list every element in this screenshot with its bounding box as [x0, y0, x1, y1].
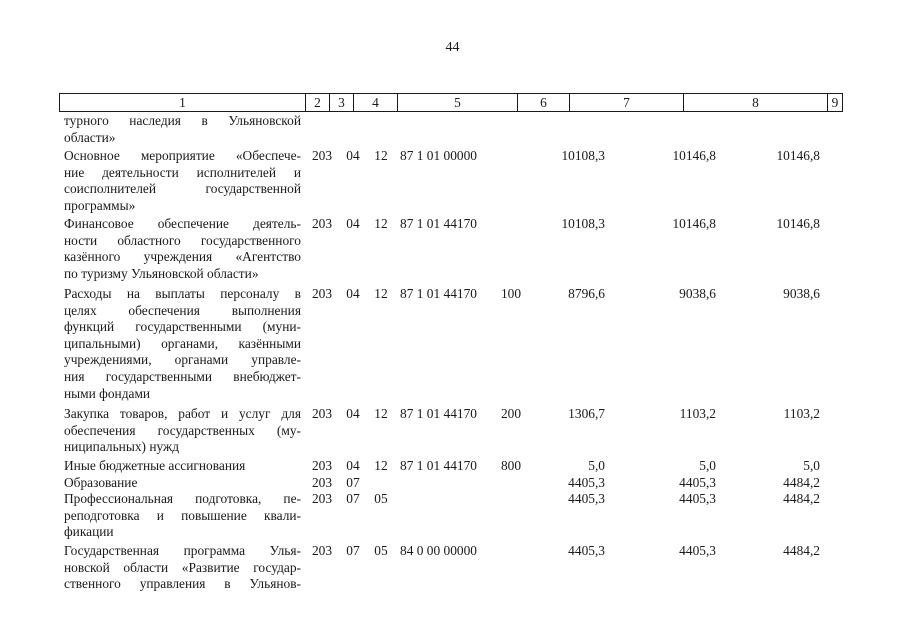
description-line: учреждениями, органами управле-	[64, 352, 301, 368]
row-col5: 87 1 01 44170	[400, 286, 477, 301]
row-col4: 12	[374, 216, 388, 231]
column-header-1: 1	[60, 94, 306, 111]
row-col3: 07	[346, 491, 360, 506]
row-col6: 800	[500, 458, 522, 473]
row-col7: 4405,3	[568, 543, 605, 558]
row-col8: 4405,3	[679, 543, 716, 558]
row-col8: 10146,8	[672, 148, 716, 163]
row-col9: 9038,6	[783, 286, 820, 301]
row-col8: 1103,2	[679, 406, 716, 421]
row-col6: 200	[500, 406, 522, 421]
description-line: ние деятельности исполнителей и	[64, 164, 301, 180]
row-col7: 8796,6	[568, 286, 605, 301]
description-line: турного наследия в Ульяновской	[64, 113, 301, 128]
column-header-9: 9	[831, 95, 839, 110]
row-description	[64, 286, 301, 402]
row-col7: 4405,3	[568, 475, 605, 490]
row-col2: 203	[311, 148, 333, 163]
row-col2: 203	[311, 216, 333, 231]
row-description	[64, 458, 301, 475]
row-col8: 10146,8	[672, 216, 716, 231]
row-col3: 07	[346, 543, 360, 558]
row-col9: 4484,2	[783, 491, 820, 506]
description-line: ния государственными внебюджет-	[64, 368, 301, 384]
description-line: функций государственными (муни-	[64, 319, 301, 335]
column-header-8: 8	[684, 94, 828, 111]
row-col3: 04	[346, 148, 360, 163]
row-col9: 1103,2	[783, 406, 820, 421]
page-number: 44	[445, 40, 460, 55]
column-header-7: 7	[570, 94, 684, 111]
row-col2: 203	[311, 543, 333, 558]
description-line: Государственная программа Улья-	[64, 543, 301, 558]
row-col9: 4484,2	[783, 475, 820, 490]
description-line: области»	[64, 129, 116, 145]
row-description	[64, 543, 301, 593]
row-col4: 12	[374, 148, 388, 163]
row-col7: 4405,3	[568, 491, 605, 506]
row-col8: 4405,3	[679, 491, 716, 506]
row-col3: 04	[346, 216, 360, 231]
description-line: ности областного государственного	[64, 232, 301, 248]
row-col2: 203	[311, 475, 333, 490]
row-col5: 87 1 01 00000	[400, 148, 477, 163]
row-col7: 5,0	[588, 458, 605, 473]
row-col3: 07	[346, 475, 360, 490]
description-line: Финансовое обеспечение деятель-	[64, 216, 301, 231]
description-line: ственного управления в Ульянов-	[64, 576, 301, 592]
row-col9: 4484,2	[783, 543, 820, 558]
row-col8: 9038,6	[679, 286, 716, 301]
description-line: программы»	[64, 197, 136, 213]
column-header-4: 4	[354, 94, 398, 111]
row-description	[64, 491, 301, 541]
row-col2: 203	[311, 491, 333, 506]
description-line: обеспечения государственных (му-	[64, 422, 301, 438]
row-description	[64, 113, 301, 146]
row-col4: 05	[374, 543, 388, 558]
row-col2: 203	[311, 458, 333, 473]
description-line: Иные бюджетные ассигнования	[64, 458, 246, 473]
row-col9: 10146,8	[776, 216, 820, 231]
row-col2: 203	[311, 286, 333, 301]
row-col8: 5,0	[699, 458, 716, 473]
row-description	[64, 475, 301, 492]
description-line: ными фондами	[64, 385, 151, 401]
row-col5: 84 0 00 00000	[400, 543, 477, 558]
description-line: Профессиональная подготовка, пе-	[64, 491, 301, 506]
row-col9: 10146,8	[776, 148, 820, 163]
row-col5: 87 1 01 44170	[400, 406, 477, 421]
row-col3: 04	[346, 286, 360, 301]
description-line: Расходы на выплаты персоналу в	[64, 286, 301, 301]
column-header-6: 6	[518, 94, 570, 111]
row-col2: 203	[311, 406, 333, 421]
row-col5: 87 1 01 44170	[400, 216, 477, 231]
column-header-3: 3	[330, 94, 354, 111]
description-line: целях обеспечения выполнения	[64, 302, 301, 318]
row-col4: 05	[374, 491, 388, 506]
description-line: новской области «Развитие государ-	[64, 559, 301, 575]
row-description	[64, 406, 301, 456]
description-line: ципальными) органами, казёнными	[64, 335, 301, 351]
row-col6: 100	[500, 286, 522, 301]
description-line: казённого учреждения «Агентство	[64, 249, 301, 265]
row-col3: 04	[346, 458, 360, 473]
description-line: реподготовка и повышение квали-	[64, 507, 301, 523]
row-description	[64, 216, 301, 282]
description-line: фикации	[64, 524, 114, 540]
column-header-2: 2	[306, 94, 330, 111]
description-line: Закупка товаров, работ и услуг для	[64, 406, 301, 421]
row-description	[64, 148, 301, 214]
row-col4: 12	[374, 406, 388, 421]
row-col9: 5,0	[803, 458, 820, 473]
row-col8: 4405,3	[679, 475, 716, 490]
row-col7: 1306,7	[568, 406, 605, 421]
column-header-row	[59, 93, 843, 112]
description-line: Основное мероприятие «Обеспече-	[64, 148, 301, 163]
column-header-5: 5	[398, 94, 518, 111]
description-line: ниципальных) нужд	[64, 439, 180, 455]
description-line: по туризму Ульяновской области»	[64, 265, 259, 281]
row-col3: 04	[346, 406, 360, 421]
description-line: соисполнителей государственной	[64, 181, 301, 197]
row-col7: 10108,3	[561, 148, 605, 163]
row-col5: 87 1 01 44170	[400, 458, 477, 473]
row-col7: 10108,3	[561, 216, 605, 231]
row-col4: 12	[374, 286, 388, 301]
row-col4: 12	[374, 458, 388, 473]
description-line: Образование	[64, 475, 138, 490]
